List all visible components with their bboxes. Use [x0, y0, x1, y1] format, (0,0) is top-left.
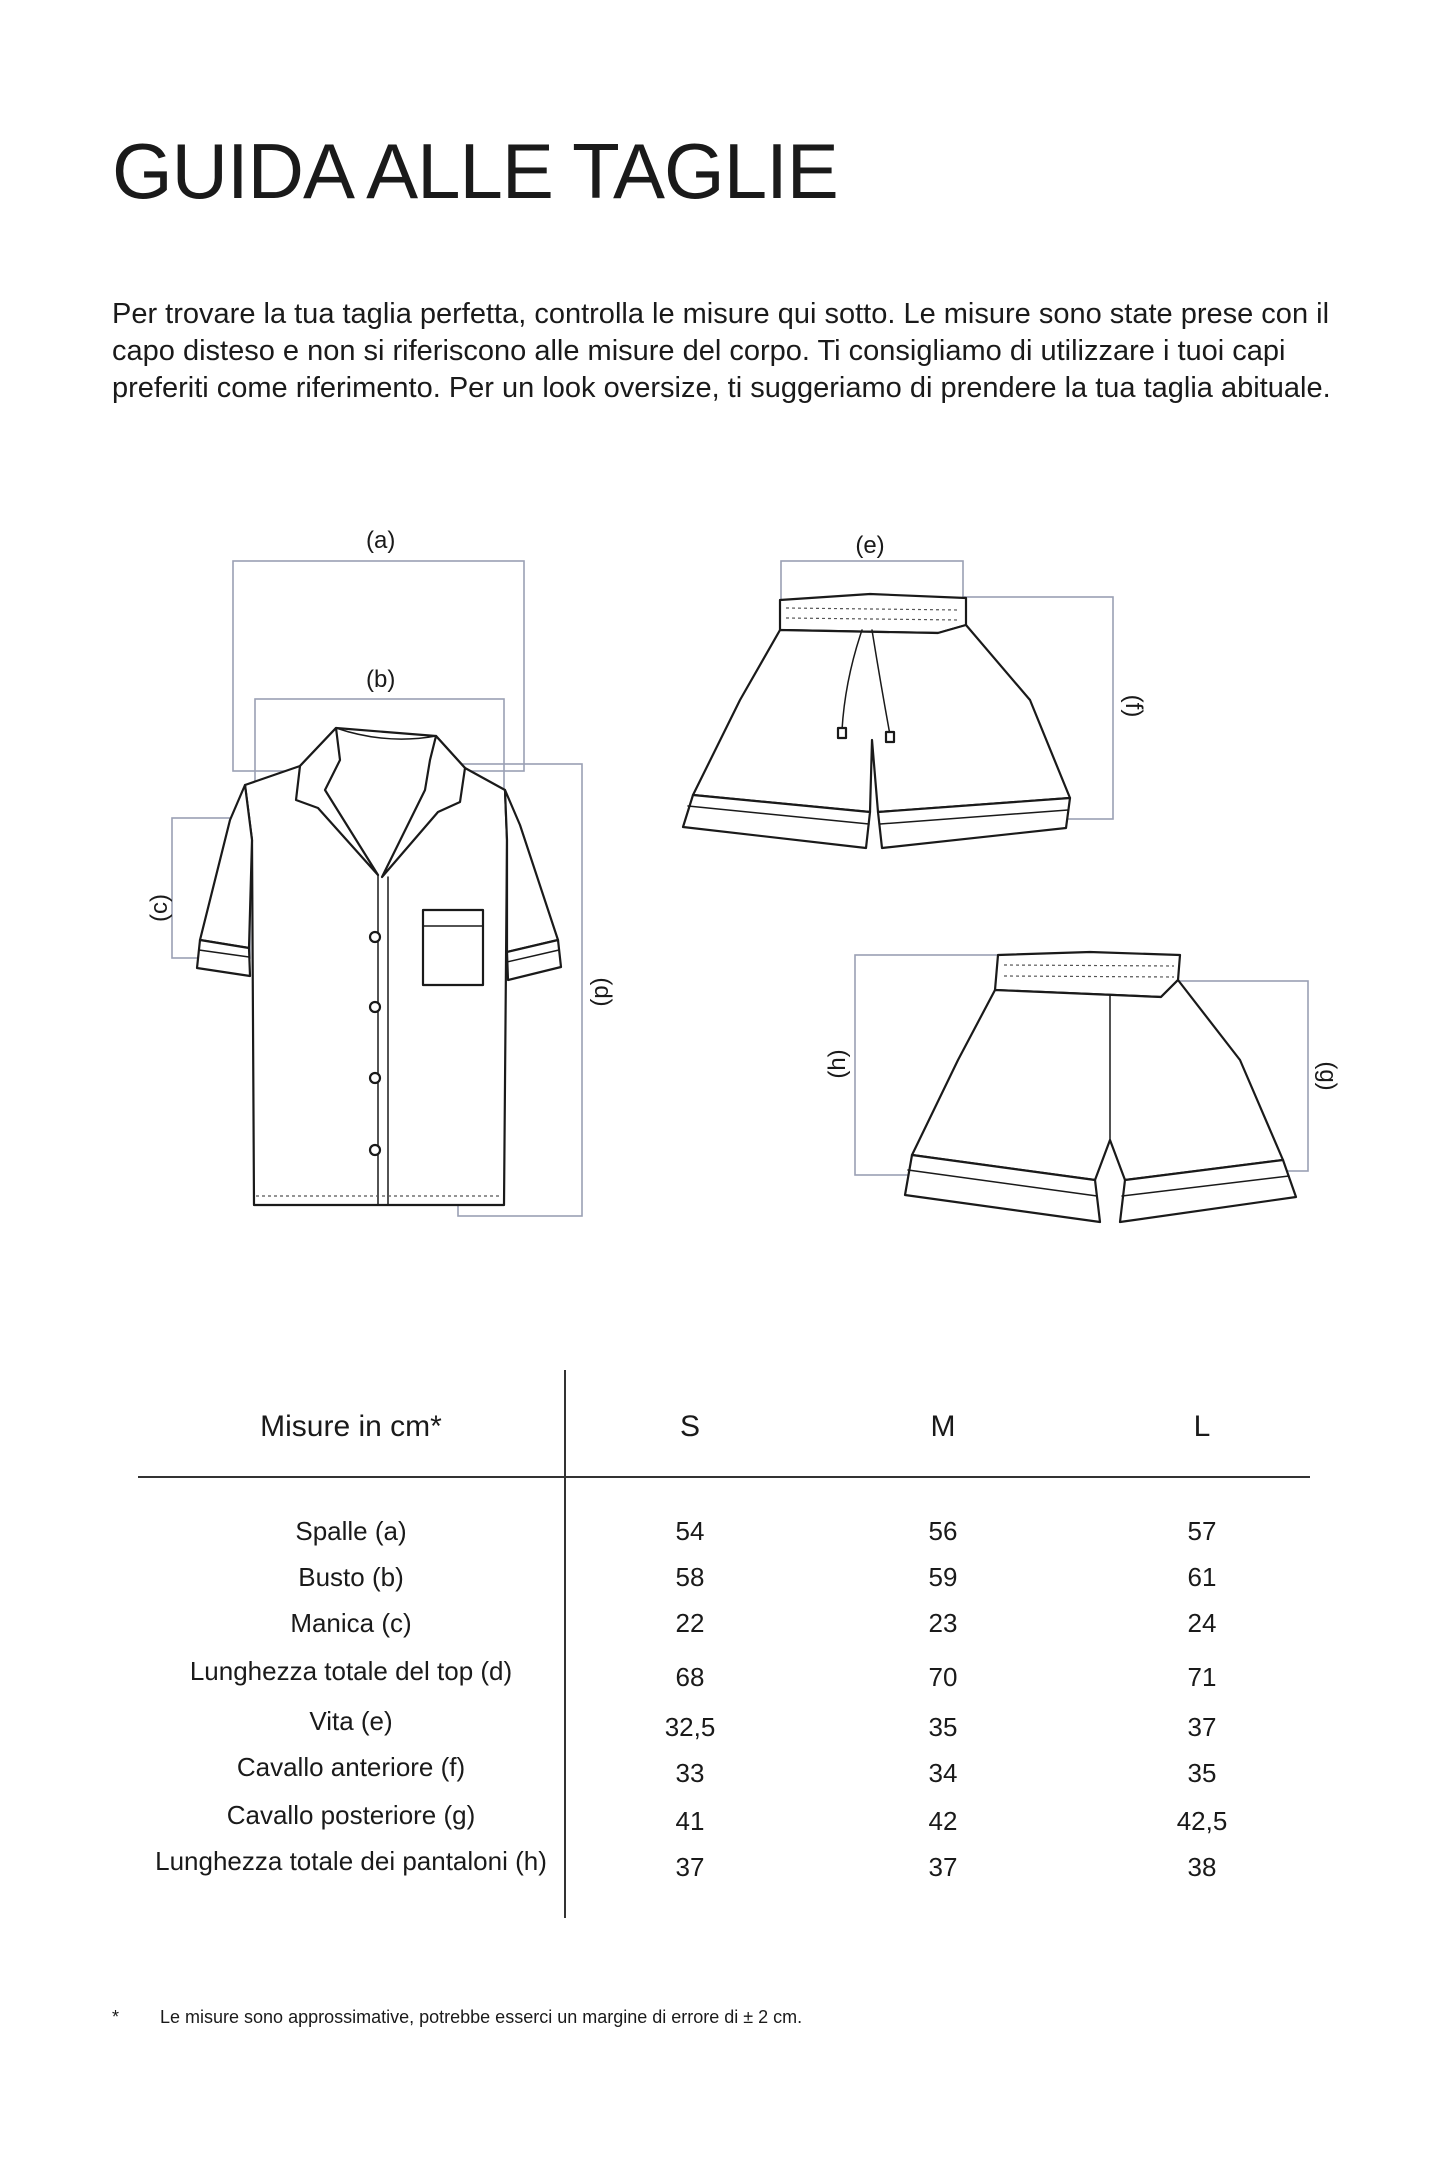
- value-m: 42: [928, 1806, 958, 1836]
- footnote-marker: *: [112, 2007, 120, 2027]
- shorts-front-drawing: [683, 594, 1070, 848]
- label-h: (h): [824, 1049, 851, 1079]
- row-label: Busto (b): [298, 1562, 404, 1592]
- table-row: [0, 1750, 1445, 1788]
- row-label: Spalle (a): [295, 1516, 407, 1546]
- value-s: 41: [675, 1806, 705, 1836]
- footnote-text: Le misure sono approssimative, potrebbe esserci un margine di errore di ± 2 cm.: [160, 2007, 803, 2027]
- value-s: 54: [675, 1516, 705, 1546]
- value-m: 35: [928, 1712, 958, 1742]
- value-m: 23: [928, 1608, 958, 1638]
- value-l: 24: [1187, 1608, 1217, 1638]
- row-label: Lunghezza totale dei pantaloni (h): [155, 1846, 547, 1876]
- table-row: [0, 1654, 1445, 1692]
- table-row: [0, 1844, 1445, 1882]
- value-m: 37: [928, 1852, 958, 1882]
- size-table: [0, 1370, 1445, 1930]
- value-l: 61: [1187, 1562, 1217, 1592]
- table-row: [0, 1798, 1445, 1836]
- row-label: Manica (c): [290, 1608, 412, 1638]
- garment-diagram: [0, 500, 1445, 1260]
- value-m: 34: [928, 1758, 958, 1788]
- label-b: (b): [366, 666, 396, 693]
- row-label: Cavallo posteriore (g): [226, 1800, 476, 1830]
- value-s: 68: [675, 1662, 705, 1692]
- label-a: (a): [366, 527, 396, 554]
- label-c: (c): [146, 894, 173, 922]
- shorts-back-drawing: [905, 952, 1296, 1222]
- value-l: 37: [1187, 1712, 1217, 1742]
- value-m: 56: [928, 1516, 958, 1546]
- table-row: [0, 1704, 1445, 1742]
- value-m: 70: [928, 1662, 958, 1692]
- value-s: 33: [675, 1758, 705, 1788]
- size-header-s: S: [679, 1410, 700, 1443]
- value-s: 58: [675, 1562, 705, 1592]
- value-s: 37: [675, 1852, 705, 1882]
- table-header-divider: [138, 1476, 1310, 1478]
- table-row: [0, 1514, 1445, 1548]
- value-m: 59: [928, 1562, 958, 1592]
- row-label: Lunghezza totale del top (d): [189, 1656, 513, 1686]
- size-header-l: L: [1193, 1410, 1211, 1443]
- table-header-label: Misure in cm*: [260, 1410, 442, 1443]
- page-title: GUIDA ALLE TAGLIE: [112, 127, 838, 215]
- label-f: (f): [1120, 694, 1147, 718]
- label-g: (g): [1314, 1061, 1341, 1091]
- shirt-drawing: [197, 728, 561, 1205]
- value-s: 32,5: [664, 1712, 716, 1742]
- size-header-m: M: [930, 1410, 956, 1443]
- row-label: Cavallo anteriore (f): [236, 1752, 466, 1782]
- value-l: 38: [1187, 1852, 1217, 1882]
- value-s: 22: [675, 1608, 705, 1638]
- table-vertical-divider: [564, 1370, 566, 1918]
- label-d: (d): [589, 977, 616, 1007]
- row-label: Vita (e): [309, 1706, 393, 1736]
- table-row: [0, 1606, 1445, 1640]
- value-l: 42,5: [1176, 1806, 1228, 1836]
- intro-text: Per trovare la tua taglia perfetta, controlla le misure qui sotto. Le misure sono state prese con il capo disteso e non si riferiscono alle misure del corpo. Ti consigliamo di utilizzare i tuoi capi preferiti come riferimento. Per un look oversize, ti suggeriamo di prendere la tua taglia abituale.: [112, 298, 1331, 404]
- value-l: 71: [1187, 1662, 1217, 1692]
- value-l: 57: [1187, 1516, 1217, 1546]
- label-e: (e): [855, 532, 885, 559]
- table-row: [0, 1560, 1445, 1594]
- value-l: 35: [1187, 1758, 1217, 1788]
